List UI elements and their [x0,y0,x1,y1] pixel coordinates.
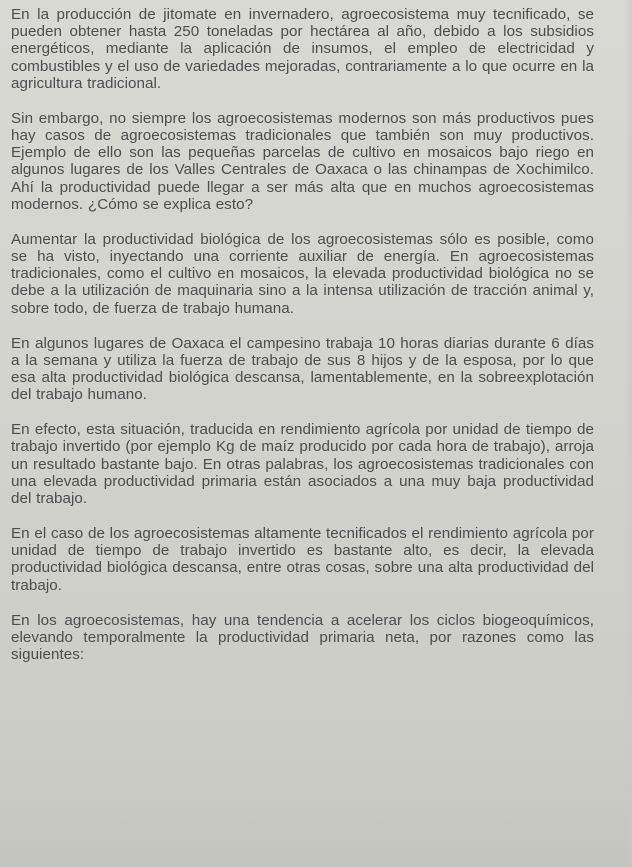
paragraph-ciclos-biogeoquimicos: En los agroecosistemas, hay una tendencia a acelerar los ciclos biogeoquímicos, elevando temporalmente la productividad primaria neta, por razones como las siguientes: [11,611,594,664]
paragraph-agroecosistemas-tradicionales: Sin embargo, no siempre los agroecosistemas modernos son más productivos pues hay casos de agroecosistemas tradicionales que también son muy productivos. Ejemplo de ello son las pequeñas parcelas de cultivo en mosaicos bajo riego en algunos lugares de los Valles Centrales de Oaxaca o las chinampas de Xochimilco. Ahí la productividad puede llegar a ser más alta que en muchos agroecosistemas modernos. ¿Cómo se explica esto? [11,109,594,213]
paragraph-rendimiento-trabajo: En efecto, esta situación, traducida en rendimiento agrícola por unidad de tiempo de trabajo invertido (por ejemplo Kg de maíz producido por cada hora de trabajo), arroja un resultado bastante bajo. En otras palabras, los agroecosistemas tradicionales con una elevada productividad primaria están asociados a una muy baja productividad del trabajo. [11,421,594,508]
paragraph-jitomate-invernadero: En la producción de jitomate en invernadero, agroecosistema muy tecnificado, se pueden obtener hasta 250 toneladas por hectárea al año, debido a los subsidios energéticos, mediante la aplicación de insumos, el empleo de electricidad y combustibles y el uso de variedades mejoradas, contrariamente a lo que ocurre en la agricultura tradicional. [11,6,594,92]
paragraph-agroecosistemas-tecnificados: En el caso de los agroecosistemas altamente tecnificados el rendimiento agrícola por unidad de tiempo de trabajo invertido es bastante alto, es decir, la elevada productividad biológica descansa, entre otras cosas, sobre una alta productividad del trabajo. [11,525,594,594]
paragraph-productividad-biologica: Aumentar la productividad biológica de los agroecosistemas sólo es posible, como se ha visto, inyectando una corriente auxiliar de energía. En agroecosistemas tradicionales, como el cultivo en mosaicos, la elevada productividad biológica no se debe a la utilización de maquinaria sino a la intensa utilización de tracción animal y, sobre todo, de fuerza de trabajo humana. [11,230,594,317]
paragraph-campesino-oaxaca: En algunos lugares de Oaxaca el campesino trabaja 10 horas diarias durante 6 días a la semana y utiliza la fuerza de trabajo de sus 8 hijos y de la esposa, por lo que esa alta productividad biológica descansa, lamentablemente, en la sobreexplotación del trabajo humano. [11,334,594,404]
